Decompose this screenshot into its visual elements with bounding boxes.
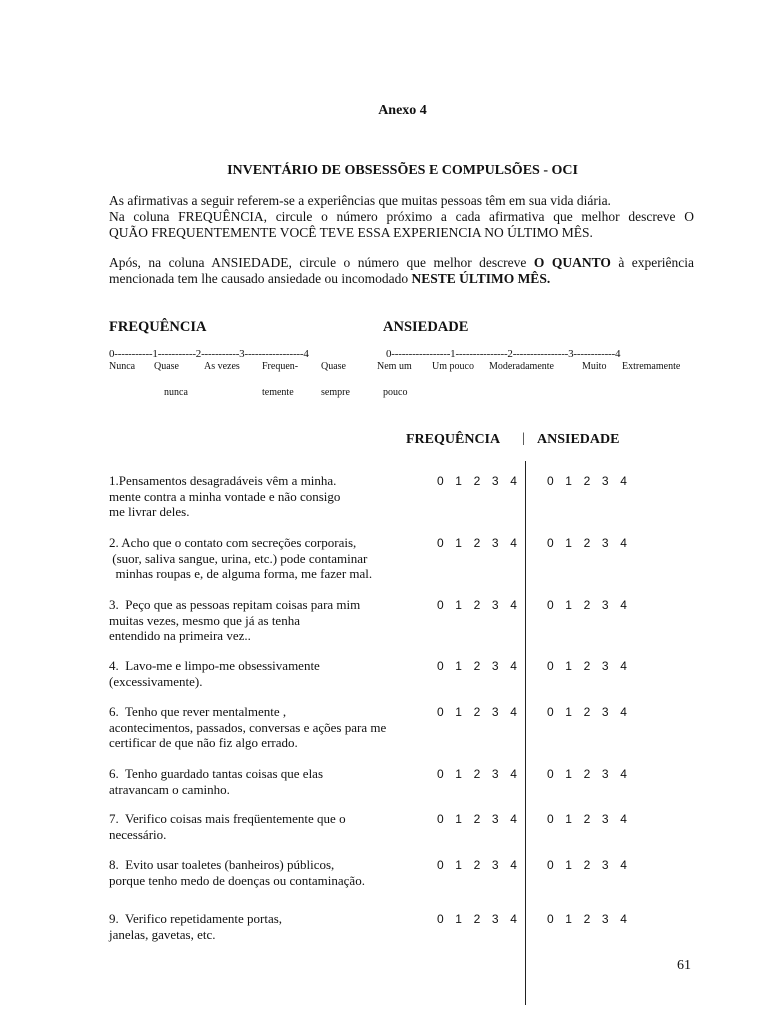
anx-rating-option[interactable]: 4 [620, 912, 627, 926]
anx-rating-option[interactable]: 2 [583, 659, 591, 673]
instructions-line-4-bold: O QUANTO [533, 255, 611, 270]
column-header-frequency: FREQUÊNCIA [406, 432, 501, 447]
anx-rating-option[interactable]: 3 [601, 536, 609, 550]
instructions-line-2: Na coluna FREQUÊNCIA, circule o número próximo a cada afirmativa que melhor descreve O [109, 209, 694, 224]
freq-rating-option[interactable]: 4 [510, 705, 517, 719]
column-header-separator: | [522, 431, 525, 446]
anx-rating-option[interactable]: 1 [565, 912, 572, 926]
item-text-line: (suor, saliva sangue, urina, etc.) pode contaminar [109, 550, 368, 566]
anx-rating-option[interactable]: 3 [601, 858, 609, 872]
freq-rating-option[interactable]: 1 [455, 858, 462, 872]
freq-rating-option[interactable]: 2 [473, 858, 481, 872]
freq-label-nunca: Nunca [109, 361, 136, 372]
anx-rating-option[interactable]: 0 [547, 912, 554, 926]
freq-label-as-vezes: As vezes [204, 361, 240, 372]
freq-rating-option[interactable]: 2 [473, 912, 481, 926]
freq-label-frequen: Frequen- [262, 361, 299, 372]
anx-rating-option[interactable]: 4 [620, 705, 627, 719]
anx-rating-option[interactable]: 3 [601, 659, 609, 673]
anx-rating-option[interactable]: 0 [547, 858, 554, 872]
freq-rating-row [437, 705, 528, 719]
item-text-line: porque tenho medo de doenças ou contaminação. [109, 872, 365, 888]
freq-label-nunca-2: nunca [164, 387, 188, 398]
item-text [109, 597, 414, 644]
item-text-line: muitas vezes, mesmo que já as tenha [109, 612, 300, 628]
item-text-line: 6. Tenho que rever mentalmente , [109, 704, 287, 719]
anx-rating-option[interactable]: 0 [547, 598, 554, 612]
freq-rating-option[interactable]: 0 [437, 767, 444, 781]
freq-rating-option[interactable]: 0 [437, 598, 444, 612]
instructions [109, 193, 694, 241]
anx-rating-row [547, 536, 638, 550]
item-text-line: minhas roupas e, de alguma forma, me fazer mal. [109, 566, 373, 581]
freq-label-quase: Quase [154, 361, 179, 372]
freq-rating-option[interactable]: 2 [473, 536, 481, 550]
instructions-anxiety [109, 255, 694, 287]
item-text [109, 811, 414, 842]
freq-rating-option[interactable]: 4 [510, 912, 517, 926]
anx-rating-row [547, 705, 638, 719]
item-text-line: mente contra a minha vontade e não consigo [109, 488, 341, 504]
freq-rating-option[interactable]: 0 [437, 659, 444, 673]
freq-rating-option[interactable]: 4 [510, 767, 517, 781]
anx-rating-row [547, 912, 638, 926]
instructions-line-4-text: Após, na coluna ANSIEDADE, circule o número que melhor descreve [109, 255, 527, 270]
item-text-line: entendido na primeira vez.. [109, 628, 251, 643]
anx-rating-option[interactable]: 2 [583, 705, 591, 719]
instructions-line-5-bold: NESTE ÚLTIMO MÊS. [411, 271, 551, 286]
item-text-line: janelas, gavetas, etc. [109, 926, 216, 942]
anx-rating-option[interactable]: 2 [583, 474, 591, 488]
item-text-line: 2. Acho que o contato com secreções corporais, [109, 535, 357, 550]
freq-rating-option[interactable]: 0 [437, 858, 444, 872]
freq-rating-option[interactable]: 3 [491, 767, 499, 781]
anx-rating-option[interactable]: 3 [601, 598, 609, 612]
item-text [109, 704, 414, 751]
freq-rating-row [437, 598, 528, 612]
freq-scale-line: 0-----------1-----------2-----------3-----------------4 [109, 348, 309, 360]
freq-label-sempre: sempre [321, 387, 350, 398]
item-text [109, 473, 414, 520]
anx-rating-option[interactable]: 4 [620, 659, 627, 673]
anx-rating-option[interactable]: 0 [547, 536, 554, 550]
freq-rating-row [437, 659, 528, 673]
anx-rating-option[interactable]: 4 [620, 767, 627, 781]
anx-rating-row [547, 598, 638, 612]
item-text [109, 911, 414, 942]
anx-rating-row [547, 812, 638, 826]
freq-rating-row [437, 912, 528, 926]
freq-rating-row [437, 536, 528, 550]
freq-label-temente: temente [262, 387, 294, 398]
item-text-line: acontecimentos, passados, conversas e ações para me [109, 719, 387, 735]
anx-scale-header: ANSIEDADE [383, 319, 469, 335]
freq-rating-option[interactable]: 1 [455, 659, 462, 673]
anx-rating-option[interactable]: 3 [601, 912, 609, 926]
item-text-line: 3. Peço que as pessoas repitam coisas para mim [109, 597, 361, 612]
freq-rating-option[interactable]: 4 [510, 474, 517, 488]
freq-rating-option[interactable]: 2 [473, 812, 481, 826]
item-text [109, 857, 414, 888]
annex-label: Anexo 4 [378, 103, 427, 118]
freq-rating-option[interactable]: 0 [437, 474, 444, 488]
anx-rating-option[interactable]: 0 [547, 659, 554, 673]
anx-label-extremamente: Extremamente [622, 361, 681, 372]
page-number: 61 [677, 958, 691, 973]
freq-rating-option[interactable]: 3 [491, 659, 499, 673]
freq-scale-header: FREQUÊNCIA [109, 319, 207, 335]
anx-label-nem-um: Nem um [377, 361, 412, 372]
item-text-line: 8. Evito usar toaletes (banheiros) públicos, [109, 857, 335, 872]
freq-label-quase-2: Quase [321, 361, 346, 372]
anx-rating-option[interactable]: 1 [565, 474, 572, 488]
item-text-line: me livrar deles. [109, 504, 190, 519]
freq-rating-option[interactable]: 3 [491, 705, 499, 719]
anx-rating-option[interactable]: 1 [565, 705, 572, 719]
freq-rating-option[interactable]: 1 [455, 912, 462, 926]
freq-rating-option[interactable]: 3 [491, 812, 499, 826]
freq-rating-option[interactable]: 3 [491, 858, 499, 872]
anx-rating-option[interactable]: 0 [547, 705, 554, 719]
anx-rating-option[interactable]: 0 [547, 767, 554, 781]
item-text-line: necessário. [109, 826, 167, 842]
freq-rating-option[interactable]: 3 [491, 912, 499, 926]
item-text [109, 658, 414, 689]
anx-rating-option[interactable]: 0 [547, 474, 554, 488]
instructions-line-3: QUÃO FREQUENTEMENTE VOCÊ TEVE ESSA EXPERIENCIA NO ÚLTIMO MÊS. [109, 225, 593, 240]
anx-rating-option[interactable]: 4 [620, 858, 627, 872]
item-text-line: 1.Pensamentos desagradáveis vêm a minha. [109, 473, 337, 488]
anx-scale-line: 0-----------------1---------------2----------------3------------4 [386, 348, 621, 360]
anx-rating-option[interactable]: 2 [583, 598, 591, 612]
freq-rating-option[interactable]: 1 [455, 598, 462, 612]
anx-rating-option[interactable]: 2 [583, 536, 591, 550]
freq-rating-option[interactable]: 2 [473, 767, 481, 781]
instructions-line-5-text: mencionada tem lhe causado ansiedade ou incomodado [109, 271, 409, 286]
anx-rating-option[interactable]: 3 [601, 767, 609, 781]
freq-rating-option[interactable]: 1 [455, 812, 462, 826]
freq-rating-option[interactable]: 1 [455, 705, 462, 719]
anx-rating-row [547, 474, 638, 488]
anx-rating-option[interactable]: 1 [565, 598, 572, 612]
document-title: INVENTÁRIO DE OBSESSÕES E COMPULSÕES - OCI [227, 163, 578, 178]
anx-rating-option[interactable]: 3 [601, 705, 609, 719]
anx-rating-option[interactable]: 1 [565, 767, 572, 781]
freq-rating-option[interactable]: 2 [473, 598, 481, 612]
freq-rating-option[interactable]: 4 [510, 536, 517, 550]
freq-rating-row [437, 767, 528, 781]
freq-rating-option[interactable]: 1 [455, 767, 462, 781]
freq-rating-option[interactable]: 3 [491, 474, 499, 488]
anx-rating-option[interactable]: 2 [583, 858, 591, 872]
freq-rating-option[interactable]: 4 [510, 858, 517, 872]
item-text-line: certificar de que não fiz algo errado. [109, 735, 298, 750]
anx-rating-option[interactable]: 4 [620, 474, 627, 488]
item-text [109, 535, 414, 582]
freq-rating-row [437, 474, 528, 488]
freq-rating-option[interactable]: 1 [455, 536, 462, 550]
anx-rating-option[interactable]: 2 [583, 812, 591, 826]
anx-rating-option[interactable]: 0 [547, 812, 554, 826]
freq-rating-option[interactable]: 4 [510, 598, 517, 612]
freq-rating-option[interactable]: 2 [473, 474, 481, 488]
freq-rating-row [437, 858, 528, 872]
freq-rating-option[interactable]: 3 [491, 598, 499, 612]
freq-rating-option[interactable]: 4 [510, 812, 517, 826]
anx-rating-option[interactable]: 3 [601, 812, 609, 826]
anx-rating-option[interactable]: 4 [620, 598, 627, 612]
item-text-line: 6. Tenho guardado tantas coisas que elas [109, 766, 324, 781]
column-header-anxiety: ANSIEDADE [537, 432, 620, 447]
anx-rating-option[interactable]: 1 [565, 858, 572, 872]
anx-rating-row [547, 659, 638, 673]
freq-rating-option[interactable]: 4 [510, 659, 517, 673]
item-text-line: atravancam o caminho. [109, 781, 230, 797]
anx-label-muito: Muito [582, 361, 607, 372]
anx-rating-option[interactable]: 2 [583, 912, 591, 926]
item-text-line: 7. Verifico coisas mais freqüentemente que o [109, 811, 346, 826]
instructions-line-1: As afirmativas a seguir referem-se a experiências que muitas pessoas têm em sua vida diária. [109, 193, 611, 208]
anx-rating-option[interactable]: 4 [620, 812, 627, 826]
anx-rating-option[interactable]: 4 [620, 536, 627, 550]
freq-rating-option[interactable]: 3 [491, 536, 499, 550]
anx-label-moderadamente: Moderadamente [489, 361, 554, 372]
anx-rating-option[interactable]: 3 [601, 474, 609, 488]
anx-label-um-pouco: Um pouco [432, 361, 474, 372]
freq-rating-option[interactable]: 0 [437, 705, 444, 719]
freq-rating-option[interactable]: 2 [473, 659, 481, 673]
item-text-line: 4. Lavo-me e limpo-me obsessivamente [109, 658, 320, 673]
anx-label-pouco: pouco [383, 387, 408, 398]
anx-rating-option[interactable]: 1 [565, 812, 572, 826]
freq-rating-option[interactable]: 1 [455, 474, 462, 488]
anx-rating-option[interactable]: 1 [565, 659, 572, 673]
freq-rating-option[interactable]: 0 [437, 812, 444, 826]
item-text [109, 766, 414, 797]
instructions-line-4-end: à experiência [618, 255, 695, 270]
anx-rating-row [547, 767, 638, 781]
anx-rating-option[interactable]: 2 [583, 767, 591, 781]
freq-rating-option[interactable]: 0 [437, 912, 444, 926]
anx-rating-option[interactable]: 1 [565, 536, 572, 550]
instructions-line-4 [109, 255, 694, 271]
item-text-line: (excessivamente). [109, 673, 203, 689]
instructions-line-5 [109, 271, 694, 287]
freq-rating-option[interactable]: 2 [473, 705, 481, 719]
freq-rating-option[interactable]: 0 [437, 536, 444, 550]
anx-rating-row [547, 858, 638, 872]
freq-rating-row [437, 812, 528, 826]
item-text-line: 9. Verifico repetidamente portas, [109, 911, 283, 926]
